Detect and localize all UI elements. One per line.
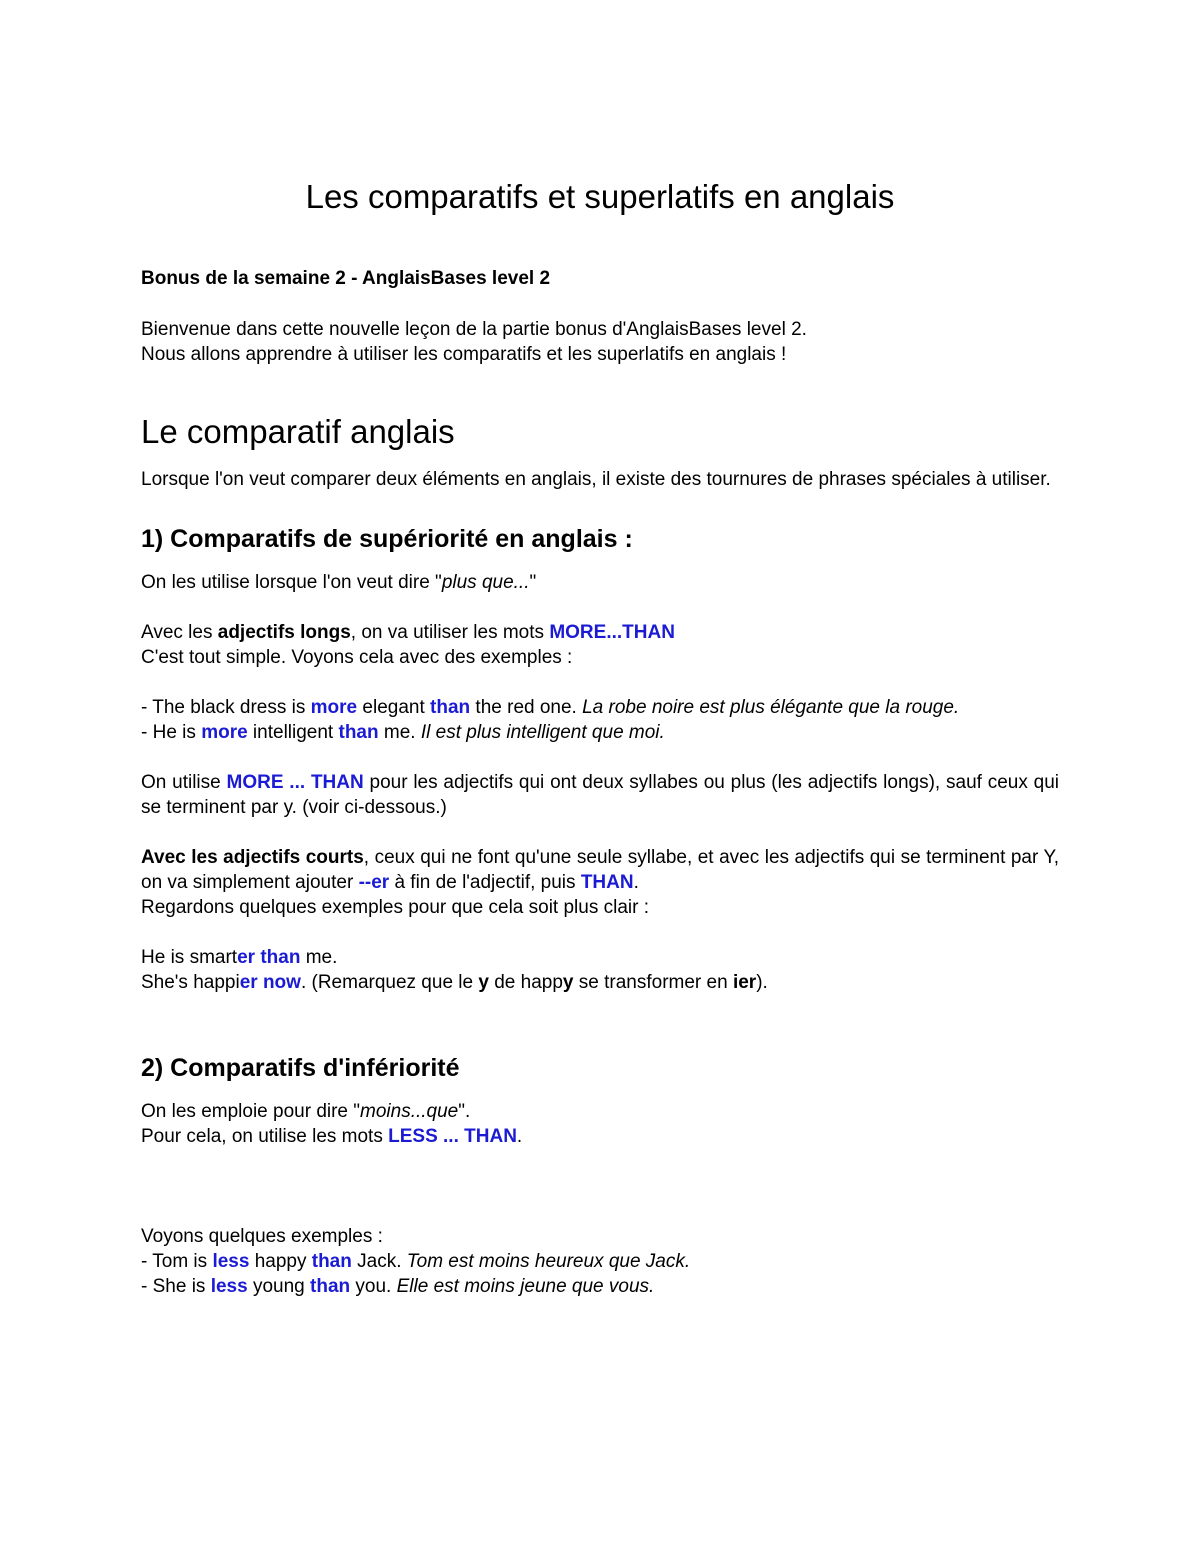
heading-inferiority: 2) Comparatifs d'infériorité [141,1054,460,1082]
examples-intro: C'est tout simple. Voyons cela avec des exemples : [141,647,573,668]
section-heading-comparatif: Le comparatif anglais [141,413,455,450]
short-adjectives-rule: Avec les adjectifs courts, ceux qui ne font qu'une seule syllabe, et avec les adjectifs qui se terminent par Y, on va simplement ajouter --er à fin de l'adjectif, puis THAN. [141,847,1059,893]
long-adjectives-rule: Avec les adjectifs longs, on va utiliser les mots MORE...THAN [141,622,675,643]
superiority-definition: On les utilise lorsque l'on veut dire "plus que..." [141,572,537,593]
less-than-rule: Pour cela, on utilise les mots LESS ... THAN. [141,1126,523,1147]
keyword-less-than: LESS ... THAN [388,1126,517,1147]
inferiority-examples-intro: Voyons quelques exemples : [141,1226,383,1247]
intro-line-1: Bienvenue dans cette nouvelle leçon de la partie bonus d'AnglaisBases level 2. [141,319,807,340]
section-intro-paragraph: Lorsque l'on veut comparer deux éléments en anglais, il existe des tournures de phrases spéciales à utiliser. [141,469,1051,490]
example-tom-less-happy: - Tom is less happy than Jack. Tom est moins heureux que Jack. [141,1251,691,1272]
document-title: Les comparatifs et superlatifs en anglais [305,178,895,215]
short-examples-intro: Regardons quelques exemples pour que cela soit plus clair : [141,897,650,918]
example-smarter: He is smarter than me. [141,947,338,968]
example-she-less-young: - She is less young than you. Elle est moins jeune que vous. [141,1276,655,1297]
more-than-usage-note: On utilise MORE ... THAN pour les adjectifs qui ont deux syllabes ou plus (les adjectifs longs), sauf ceux qui se terminent par y. (voir ci-dessous.) [141,772,1059,818]
example-black-dress: - The black dress is more elegant than the red one. La robe noire est plus élégante que la rouge. [141,697,960,718]
intro-line-2: Nous allons apprendre à utiliser les comparatifs et les superlatifs en anglais ! [141,344,787,365]
example-intelligent: - He is more intelligent than me. Il est plus intelligent que moi. [141,722,665,743]
document-subtitle: Bonus de la semaine 2 - AnglaisBases level 2 [141,268,551,289]
inferiority-definition: On les emploie pour dire "moins...que". [141,1101,471,1122]
heading-superiority: 1) Comparatifs de supériorité en anglais : [141,525,633,553]
example-happier: She's happier now. (Remarquez que le y de happy se transformer en ier). [141,972,768,993]
keyword-more-than: MORE...THAN [549,622,675,643]
document-body [141,174,1059,1299]
